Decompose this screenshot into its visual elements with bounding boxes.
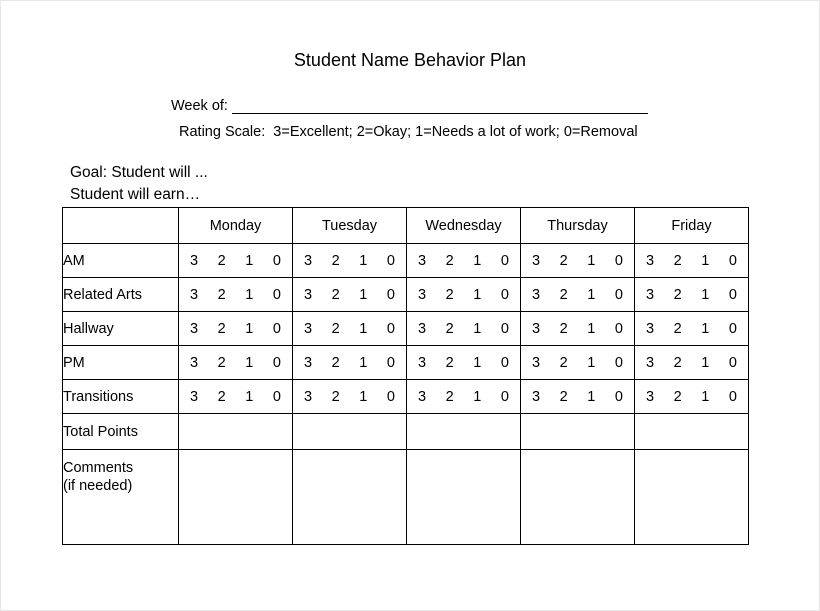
comments-cell[interactable] <box>521 450 635 545</box>
comments-cell[interactable] <box>635 450 749 545</box>
row-label: AM <box>63 244 179 278</box>
score-option[interactable]: 1 <box>473 252 482 269</box>
score-options <box>407 321 520 337</box>
score-cell[interactable] <box>293 244 407 278</box>
score-option[interactable]: 1 <box>701 388 710 405</box>
table-row <box>63 346 749 380</box>
score-option[interactable]: 3 <box>303 286 313 303</box>
score-option[interactable]: 3 <box>531 286 541 303</box>
score-option[interactable]: 3 <box>645 388 655 405</box>
row-label: Related Arts <box>63 278 179 312</box>
score-options <box>635 355 748 371</box>
score-options <box>635 321 748 337</box>
score-option[interactable]: 0 <box>728 286 737 303</box>
day-header: Tuesday <box>293 208 407 244</box>
score-cell[interactable] <box>179 346 293 380</box>
score-option[interactable]: 1 <box>245 286 254 303</box>
score-options <box>407 389 520 405</box>
table-row <box>63 278 749 312</box>
score-option[interactable]: 2 <box>445 286 454 303</box>
row-label: Hallway <box>63 312 179 346</box>
score-option[interactable]: 2 <box>331 252 340 269</box>
table-row <box>63 244 749 278</box>
score-cell[interactable] <box>521 346 635 380</box>
score-option[interactable]: 3 <box>417 286 427 303</box>
score-option[interactable]: 0 <box>614 388 623 405</box>
score-option[interactable]: 0 <box>500 320 509 337</box>
score-options <box>521 389 634 405</box>
score-option[interactable]: 2 <box>217 388 226 405</box>
score-options <box>293 253 406 269</box>
score-option[interactable]: 3 <box>531 354 541 371</box>
score-option[interactable]: 2 <box>559 354 568 371</box>
score-cell[interactable] <box>407 312 521 346</box>
score-option[interactable]: 0 <box>272 286 281 303</box>
score-option[interactable]: 0 <box>500 354 509 371</box>
score-option[interactable]: 3 <box>189 354 199 371</box>
score-option[interactable]: 2 <box>331 388 340 405</box>
comments-label <box>63 450 179 545</box>
score-option[interactable]: 3 <box>645 286 655 303</box>
score-option[interactable]: 2 <box>673 320 682 337</box>
score-options <box>293 287 406 303</box>
score-option[interactable]: 3 <box>189 286 199 303</box>
score-cell[interactable] <box>635 380 749 414</box>
score-option[interactable]: 2 <box>559 320 568 337</box>
score-option[interactable]: 1 <box>359 286 368 303</box>
score-option[interactable]: 3 <box>531 388 541 405</box>
score-cell[interactable] <box>635 278 749 312</box>
comments-cell[interactable] <box>293 450 407 545</box>
score-option[interactable]: 1 <box>587 354 596 371</box>
score-option[interactable]: 3 <box>417 354 427 371</box>
total-points-label: Total Points <box>63 414 179 450</box>
goal-text: Goal: Student will ... <box>70 164 208 181</box>
day-header: Thursday <box>521 208 635 244</box>
score-option[interactable]: 3 <box>531 320 541 337</box>
score-option[interactable]: 3 <box>189 388 199 405</box>
score-option[interactable]: 1 <box>701 286 710 303</box>
score-option[interactable]: 2 <box>673 354 682 371</box>
comments-label-note: (if needed) <box>63 478 133 494</box>
score-option[interactable]: 1 <box>587 252 596 269</box>
week-of-label: Week of: <box>171 98 228 114</box>
score-option[interactable]: 2 <box>217 252 226 269</box>
score-options <box>635 389 748 405</box>
day-header: Friday <box>635 208 749 244</box>
score-option[interactable]: 0 <box>728 354 737 371</box>
score-option[interactable]: 2 <box>559 388 568 405</box>
score-option[interactable]: 3 <box>417 388 427 405</box>
score-cell[interactable] <box>179 380 293 414</box>
score-option[interactable]: 0 <box>728 320 737 337</box>
page-title: Student Name Behavior Plan <box>293 50 527 70</box>
score-option[interactable]: 3 <box>303 388 313 405</box>
score-option[interactable]: 0 <box>728 388 737 405</box>
day-header: Wednesday <box>407 208 521 244</box>
score-options <box>293 321 406 337</box>
row-label: Transitions <box>63 380 179 414</box>
score-option[interactable]: 0 <box>386 388 395 405</box>
score-option[interactable]: 0 <box>728 252 737 269</box>
row-label: PM <box>63 346 179 380</box>
header-row <box>63 208 749 244</box>
score-option[interactable]: 0 <box>386 320 395 337</box>
score-option[interactable]: 3 <box>531 252 541 269</box>
score-cell[interactable] <box>521 244 635 278</box>
score-options <box>407 287 520 303</box>
score-cell[interactable] <box>407 278 521 312</box>
score-option[interactable]: 1 <box>473 286 482 303</box>
behavior-table <box>62 207 749 545</box>
score-option[interactable]: 0 <box>272 388 281 405</box>
score-option[interactable]: 1 <box>359 388 368 405</box>
score-option[interactable]: 2 <box>559 252 568 269</box>
score-option[interactable]: 2 <box>673 252 682 269</box>
comments-cell[interactable] <box>407 450 521 545</box>
comments-cell[interactable] <box>179 450 293 545</box>
score-option[interactable]: 2 <box>445 388 454 405</box>
day-header: Monday <box>179 208 293 244</box>
table-row <box>63 380 749 414</box>
score-cell[interactable] <box>179 278 293 312</box>
score-option[interactable]: 3 <box>645 320 655 337</box>
score-option[interactable]: 1 <box>587 388 596 405</box>
score-option[interactable]: 0 <box>614 354 623 371</box>
score-options <box>521 355 634 371</box>
score-option[interactable]: 0 <box>500 286 509 303</box>
score-option[interactable]: 0 <box>272 252 281 269</box>
score-option[interactable]: 1 <box>701 252 710 269</box>
score-option[interactable]: 3 <box>417 320 427 337</box>
score-option[interactable]: 0 <box>386 286 395 303</box>
total-points-cell[interactable] <box>293 414 407 450</box>
table-row <box>63 312 749 346</box>
score-options <box>521 253 634 269</box>
comments-label-line: Comments <box>63 460 134 476</box>
score-cell[interactable] <box>635 346 749 380</box>
comments-row <box>63 450 749 545</box>
score-options <box>521 287 634 303</box>
score-option[interactable]: 2 <box>217 286 226 303</box>
score-cell[interactable] <box>521 312 635 346</box>
score-option[interactable]: 3 <box>303 354 313 371</box>
score-option[interactable]: 3 <box>303 252 313 269</box>
score-option[interactable]: 2 <box>445 252 454 269</box>
score-option[interactable]: 3 <box>189 252 199 269</box>
total-points-cell[interactable] <box>521 414 635 450</box>
score-option[interactable]: 1 <box>701 354 710 371</box>
score-option[interactable]: 1 <box>245 252 254 269</box>
score-options <box>635 287 748 303</box>
score-option[interactable]: 1 <box>587 320 596 337</box>
score-option[interactable]: 3 <box>189 320 199 337</box>
score-option[interactable]: 1 <box>473 354 482 371</box>
score-cell[interactable] <box>407 244 521 278</box>
score-options <box>179 253 292 269</box>
score-option[interactable]: 1 <box>245 388 254 405</box>
score-cell[interactable] <box>293 346 407 380</box>
score-option[interactable]: 2 <box>673 388 682 405</box>
score-options <box>407 253 520 269</box>
score-option[interactable]: 2 <box>331 354 340 371</box>
score-option[interactable]: 2 <box>217 354 226 371</box>
score-option[interactable]: 0 <box>272 320 281 337</box>
score-option[interactable]: 3 <box>303 320 313 337</box>
score-option[interactable]: 2 <box>559 286 568 303</box>
score-options <box>635 253 748 269</box>
score-option[interactable]: 2 <box>217 320 226 337</box>
score-option[interactable]: 0 <box>500 388 509 405</box>
score-options <box>521 321 634 337</box>
rating-scale: Rating Scale: 3=Excellent; 2=Okay; 1=Needs a lot of work; 0=Removal <box>179 124 638 140</box>
score-cell[interactable] <box>293 278 407 312</box>
score-options <box>179 321 292 337</box>
score-options <box>293 389 406 405</box>
score-options <box>293 355 406 371</box>
total-points-cell[interactable] <box>179 414 293 450</box>
week-of-blank-line <box>232 99 648 114</box>
score-option[interactable]: 0 <box>272 354 281 371</box>
score-cell[interactable] <box>293 380 407 414</box>
score-option[interactable]: 3 <box>417 252 427 269</box>
score-option[interactable]: 1 <box>473 320 482 337</box>
score-option[interactable]: 0 <box>614 252 623 269</box>
score-option[interactable]: 1 <box>701 320 710 337</box>
score-cell[interactable] <box>635 244 749 278</box>
week-of-field <box>171 98 648 114</box>
total-points-row <box>63 414 749 450</box>
score-option[interactable]: 2 <box>445 320 454 337</box>
score-option[interactable]: 0 <box>500 252 509 269</box>
score-cell[interactable] <box>179 244 293 278</box>
earn-text: Student will earn… <box>70 186 201 203</box>
score-option[interactable]: 1 <box>473 388 482 405</box>
score-option[interactable]: 0 <box>614 286 623 303</box>
score-option[interactable]: 1 <box>245 354 254 371</box>
score-option[interactable]: 2 <box>331 286 340 303</box>
score-option[interactable]: 1 <box>359 354 368 371</box>
score-option[interactable]: 0 <box>386 354 395 371</box>
score-option[interactable]: 1 <box>245 320 254 337</box>
score-cell[interactable] <box>407 346 521 380</box>
score-cell[interactable] <box>179 312 293 346</box>
score-option[interactable]: 0 <box>386 252 395 269</box>
score-cell[interactable] <box>521 278 635 312</box>
score-options <box>179 287 292 303</box>
score-options <box>407 355 520 371</box>
total-points-cell[interactable] <box>635 414 749 450</box>
total-points-cell[interactable] <box>407 414 521 450</box>
score-option[interactable]: 3 <box>645 354 655 371</box>
score-option[interactable]: 2 <box>331 320 340 337</box>
score-cell[interactable] <box>635 312 749 346</box>
score-option[interactable]: 2 <box>673 286 682 303</box>
score-option[interactable]: 0 <box>614 320 623 337</box>
score-options <box>179 355 292 371</box>
score-option[interactable]: 1 <box>587 286 596 303</box>
score-cell[interactable] <box>407 380 521 414</box>
header-corner-cell <box>63 208 179 244</box>
score-cell[interactable] <box>521 380 635 414</box>
score-option[interactable]: 1 <box>359 252 368 269</box>
score-cell[interactable] <box>293 312 407 346</box>
score-option[interactable]: 1 <box>359 320 368 337</box>
score-options <box>179 389 292 405</box>
score-option[interactable]: 3 <box>645 252 655 269</box>
score-option[interactable]: 2 <box>445 354 454 371</box>
